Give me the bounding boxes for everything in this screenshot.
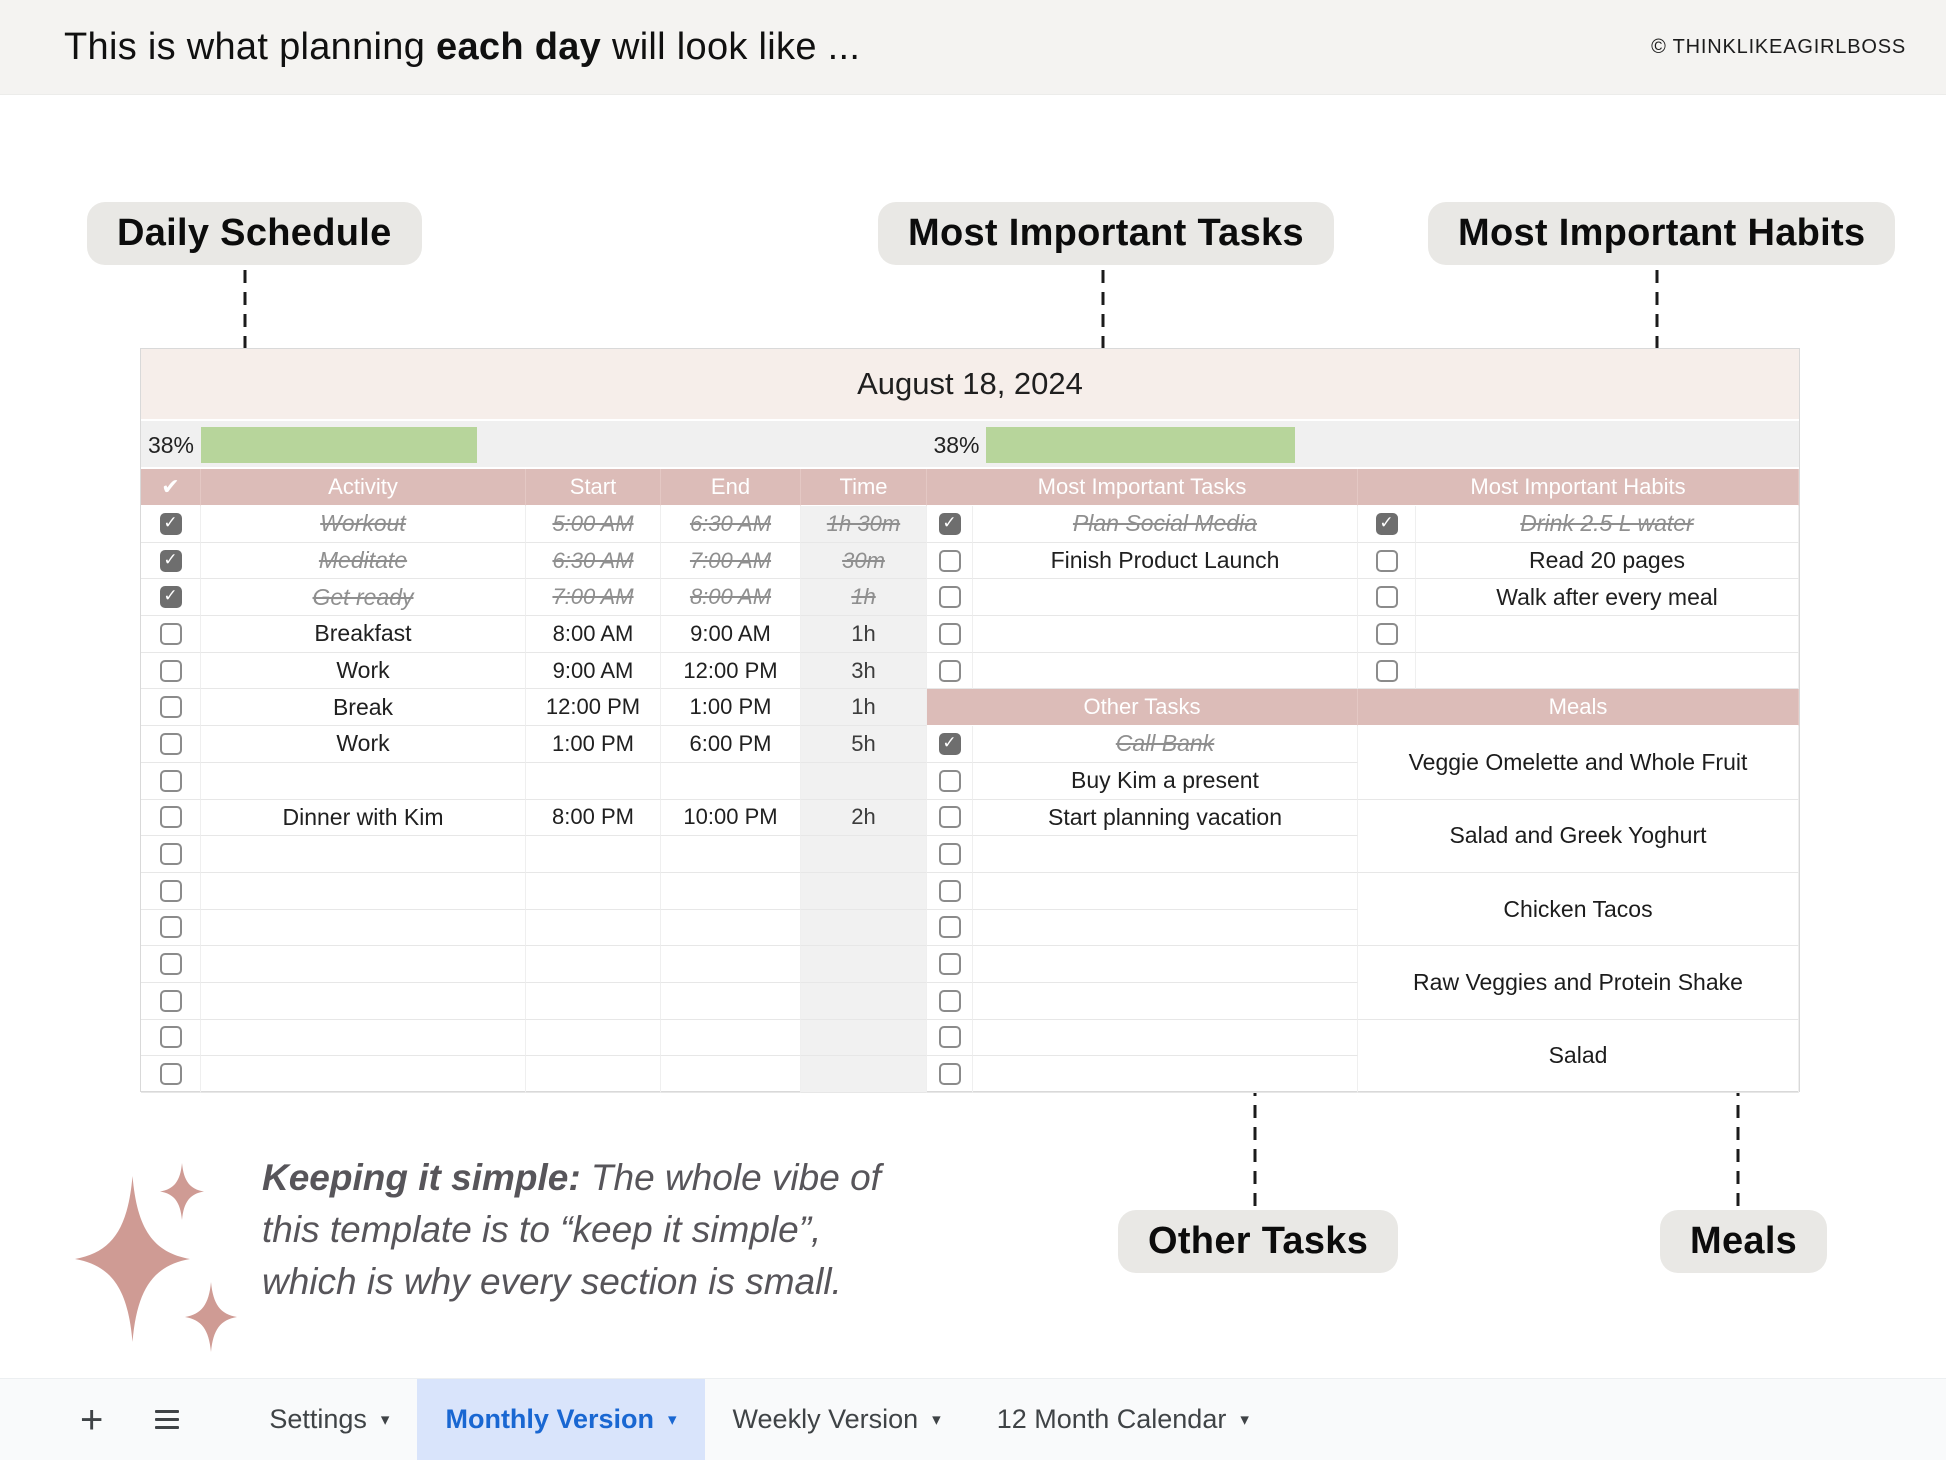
important-habit-cell[interactable]: Walk after every meal <box>1416 579 1799 616</box>
end-cell[interactable] <box>661 910 801 947</box>
other-task-row4-checkbox[interactable] <box>939 843 961 865</box>
activity-cell[interactable] <box>201 1056 526 1093</box>
other-task-row10-cell[interactable] <box>927 1056 973 1093</box>
callout-most-important-tasks: Most Important Tasks <box>878 202 1334 265</box>
keeping-it-simple-note <box>262 1152 881 1308</box>
time-cell[interactable]: 2h <box>801 800 927 837</box>
callout-other-tasks: Other Tasks <box>1118 1210 1398 1273</box>
important-task-row5-checkbox[interactable] <box>939 660 961 682</box>
schedule-row6-checkbox[interactable] <box>160 696 182 718</box>
header-other-tasks: Other Tasks <box>927 689 1358 726</box>
other-task-row7-checkbox[interactable] <box>939 953 961 975</box>
other-task-row1-cell[interactable] <box>927 726 973 763</box>
other-task-row8-checkbox[interactable] <box>939 990 961 1012</box>
end-cell[interactable]: 1:00 PM <box>661 689 801 726</box>
important-task-row1-checkbox-checked[interactable] <box>939 513 961 535</box>
schedule-row10-cell[interactable] <box>141 836 201 873</box>
end-cell[interactable]: 6:00 PM <box>661 726 801 763</box>
add-sheet-button[interactable]: + <box>80 1397 104 1442</box>
activity-cell[interactable]: Work <box>201 653 526 690</box>
other-task-cell[interactable] <box>973 873 1358 910</box>
start-cell[interactable] <box>526 1056 661 1093</box>
important-habit-row4-checkbox[interactable] <box>1376 623 1398 645</box>
schedule-row5-checkbox[interactable] <box>160 660 182 682</box>
date-title: August 18, 2024 <box>857 366 1083 401</box>
activity-cell[interactable] <box>201 910 526 947</box>
activity-cell[interactable]: Break <box>201 689 526 726</box>
activity-cell[interactable]: Dinner with Kim <box>201 800 526 837</box>
sheet-tab-settings[interactable] <box>241 1379 417 1460</box>
header-end: End <box>661 469 801 506</box>
schedule-row9-cell[interactable] <box>141 800 201 837</box>
sheet-tabs <box>241 1379 1277 1460</box>
schedule-row2-checkbox-checked[interactable] <box>160 550 182 572</box>
meal-cell[interactable]: Salad <box>1358 1020 1799 1093</box>
time-cell[interactable]: 3h <box>801 653 927 690</box>
tasks-progress-percent: 38% <box>933 431 980 458</box>
chevron-down-icon[interactable]: ▾ <box>1240 1409 1249 1429</box>
schedule-row1-cell[interactable] <box>141 506 201 543</box>
other-task-row3-cell[interactable] <box>927 800 973 837</box>
header-most-important-tasks: Most Important Tasks <box>927 469 1358 506</box>
other-task-cell[interactable] <box>973 910 1358 947</box>
end-cell[interactable]: 12:00 PM <box>661 653 801 690</box>
time-cell[interactable] <box>801 983 927 1020</box>
meal-cell[interactable]: Chicken Tacos <box>1358 873 1799 946</box>
activity-cell[interactable]: Breakfast <box>201 616 526 653</box>
other-task-cell[interactable] <box>973 983 1358 1020</box>
other-task-row9-checkbox[interactable] <box>939 1026 961 1048</box>
activity-cell[interactable] <box>201 836 526 873</box>
important-habit-row5-cell[interactable] <box>1358 653 1416 690</box>
other-task-row9-cell[interactable] <box>927 1020 973 1057</box>
time-cell[interactable] <box>801 763 927 800</box>
start-cell[interactable]: 8:00 AM <box>526 616 661 653</box>
end-cell[interactable] <box>661 946 801 983</box>
important-task-row1-cell[interactable] <box>927 506 973 543</box>
sheet-tab-12-month-calendar[interactable] <box>969 1379 1277 1460</box>
note-line-3: which is why every section is small. <box>262 1261 842 1302</box>
header-most-important-habits: Most Important Habits <box>1358 469 1799 506</box>
important-task-row4-cell[interactable] <box>927 616 973 653</box>
callout-meals: Meals <box>1660 1210 1827 1273</box>
other-task-row4-cell[interactable] <box>927 836 973 873</box>
sparkle-star-small-top <box>160 1163 204 1220</box>
important-task-row5-cell[interactable] <box>927 653 973 690</box>
schedule-row7-checkbox[interactable] <box>160 733 182 755</box>
sparkle-star-small-bottom <box>185 1282 237 1352</box>
end-cell[interactable] <box>661 836 801 873</box>
start-cell[interactable]: 12:00 PM <box>526 689 661 726</box>
end-cell[interactable]: 8:00 AM <box>661 579 801 616</box>
activity-cell[interactable]: Work <box>201 726 526 763</box>
schedule-row16-checkbox[interactable] <box>160 1063 182 1085</box>
other-task-row6-checkbox[interactable] <box>939 916 961 938</box>
time-cell[interactable] <box>801 910 927 947</box>
important-habit-cell[interactable]: Drink 2.5 L water <box>1416 506 1799 543</box>
start-cell[interactable]: 7:00 AM <box>526 579 661 616</box>
sheet-grid <box>141 469 1799 1093</box>
important-habit-row3-cell[interactable] <box>1358 579 1416 616</box>
important-task-row2-checkbox[interactable] <box>939 550 961 572</box>
time-cell[interactable] <box>801 1056 927 1093</box>
start-cell[interactable]: 8:00 PM <box>526 800 661 837</box>
schedule-row8-cell[interactable] <box>141 763 201 800</box>
other-task-cell[interactable]: Buy Kim a present <box>973 763 1358 800</box>
meal-cell[interactable]: Raw Veggies and Protein Shake <box>1358 946 1799 1019</box>
end-cell[interactable]: 10:00 PM <box>661 800 801 837</box>
schedule-row14-checkbox[interactable] <box>160 990 182 1012</box>
top-banner <box>0 0 1946 95</box>
important-task-cell[interactable] <box>973 616 1358 653</box>
activity-cell[interactable] <box>201 873 526 910</box>
schedule-row3-cell[interactable] <box>141 579 201 616</box>
schedule-row12-cell[interactable] <box>141 910 201 947</box>
important-task-cell[interactable] <box>973 579 1358 616</box>
end-cell[interactable] <box>661 873 801 910</box>
important-task-row2-cell[interactable] <box>927 543 973 580</box>
end-cell[interactable] <box>661 1020 801 1057</box>
end-cell[interactable]: 9:00 AM <box>661 616 801 653</box>
important-task-row3-checkbox[interactable] <box>939 586 961 608</box>
start-cell[interactable] <box>526 836 661 873</box>
important-habit-cell[interactable] <box>1416 653 1799 690</box>
start-cell[interactable] <box>526 1020 661 1057</box>
sheet-tab-bar <box>0 1378 1946 1460</box>
schedule-row1-checkbox-checked[interactable] <box>160 513 182 535</box>
schedule-row5-cell[interactable] <box>141 653 201 690</box>
schedule-row7-cell[interactable] <box>141 726 201 763</box>
other-task-cell[interactable] <box>973 1020 1358 1057</box>
important-habit-row5-checkbox[interactable] <box>1376 660 1398 682</box>
end-cell[interactable]: 6:30 AM <box>661 506 801 543</box>
start-cell[interactable] <box>526 910 661 947</box>
time-cell[interactable]: 1h <box>801 616 927 653</box>
schedule-row13-cell[interactable] <box>141 946 201 983</box>
chevron-down-icon[interactable]: ▾ <box>932 1409 941 1429</box>
page-title: This is what planning each day will look like ... <box>64 25 861 68</box>
header-check-column: ✔ <box>141 469 201 506</box>
start-cell[interactable] <box>526 983 661 1020</box>
chevron-down-icon[interactable]: ▾ <box>668 1409 677 1429</box>
activity-cell[interactable]: Workout <box>201 506 526 543</box>
time-cell[interactable]: 1h 30m <box>801 506 927 543</box>
schedule-row9-checkbox[interactable] <box>160 806 182 828</box>
important-task-row4-checkbox[interactable] <box>939 623 961 645</box>
other-task-row10-checkbox[interactable] <box>939 1063 961 1085</box>
schedule-row4-checkbox[interactable] <box>160 623 182 645</box>
important-habit-row4-cell[interactable] <box>1358 616 1416 653</box>
schedule-row13-checkbox[interactable] <box>160 953 182 975</box>
time-cell[interactable] <box>801 1020 927 1057</box>
time-cell[interactable]: 5h <box>801 726 927 763</box>
time-cell[interactable]: 30m <box>801 543 927 580</box>
copyright-text: © THINKLIKEAGIRLBOSS <box>1651 35 1906 58</box>
other-task-row3-checkbox[interactable] <box>939 806 961 828</box>
schedule-row10-checkbox[interactable] <box>160 843 182 865</box>
chevron-down-icon[interactable]: ▾ <box>380 1409 390 1429</box>
important-task-cell[interactable]: Plan Social Media <box>973 506 1358 543</box>
tab-label: Monthly Version <box>445 1404 654 1434</box>
activity-cell[interactable]: Meditate <box>201 543 526 580</box>
other-task-row8-cell[interactable] <box>927 983 973 1020</box>
activity-cell[interactable]: Get ready <box>201 579 526 616</box>
daily-planner-sheet <box>140 348 1800 1092</box>
meal-cell[interactable]: Salad and Greek Yoghurt <box>1358 800 1799 873</box>
tab-label: Settings <box>269 1404 367 1434</box>
important-task-cell[interactable]: Finish Product Launch <box>973 543 1358 580</box>
callout-daily-schedule: Daily Schedule <box>87 202 422 265</box>
sheet-tab-weekly-version[interactable] <box>705 1379 969 1460</box>
schedule-row15-checkbox[interactable] <box>160 1026 182 1048</box>
other-task-cell[interactable]: Call Bank <box>973 726 1358 763</box>
end-cell[interactable]: 7:00 AM <box>661 543 801 580</box>
schedule-row6-cell[interactable] <box>141 689 201 726</box>
start-cell[interactable] <box>526 763 661 800</box>
activity-cell[interactable] <box>201 763 526 800</box>
activity-cell[interactable] <box>201 983 526 1020</box>
other-task-row1-checkbox-checked[interactable] <box>939 733 961 755</box>
schedule-row16-cell[interactable] <box>141 1056 201 1093</box>
start-cell[interactable]: 5:00 AM <box>526 506 661 543</box>
date-header-cell[interactable] <box>141 349 1799 421</box>
schedule-row8-checkbox[interactable] <box>160 770 182 792</box>
other-task-row2-checkbox[interactable] <box>939 770 961 792</box>
start-cell[interactable]: 1:00 PM <box>526 726 661 763</box>
schedule-row11-cell[interactable] <box>141 873 201 910</box>
important-habit-row2-cell[interactable] <box>1358 543 1416 580</box>
other-task-cell[interactable] <box>973 1056 1358 1093</box>
all-sheets-menu-icon[interactable] <box>155 1410 179 1430</box>
start-cell[interactable] <box>526 946 661 983</box>
schedule-row3-checkbox-checked[interactable] <box>160 586 182 608</box>
other-task-row2-cell[interactable] <box>927 763 973 800</box>
tab-label: 12 Month Calendar <box>996 1404 1227 1434</box>
time-cell[interactable] <box>801 836 927 873</box>
important-habit-row1-checkbox-checked[interactable] <box>1376 513 1398 535</box>
header-meals: Meals <box>1358 689 1799 726</box>
schedule-row15-cell[interactable] <box>141 1020 201 1057</box>
important-habit-row3-checkbox[interactable] <box>1376 586 1398 608</box>
meal-cell[interactable]: Veggie Omelette and Whole Fruit <box>1358 726 1799 799</box>
end-cell[interactable] <box>661 983 801 1020</box>
important-habit-row2-checkbox[interactable] <box>1376 550 1398 572</box>
note-line-1: Keeping it simple: The whole vibe of <box>262 1157 881 1198</box>
schedule-row11-checkbox[interactable] <box>160 880 182 902</box>
schedule-progress-bar <box>201 427 927 463</box>
end-cell[interactable] <box>661 1056 801 1093</box>
time-cell[interactable]: 1h <box>801 689 927 726</box>
note-line-2: this template is to “keep it simple”, <box>262 1209 822 1250</box>
important-habit-row1-cell[interactable] <box>1358 506 1416 543</box>
start-cell[interactable] <box>526 873 661 910</box>
important-habit-cell[interactable]: Read 20 pages <box>1416 543 1799 580</box>
header-activity: Activity <box>201 469 526 506</box>
start-cell[interactable]: 6:30 AM <box>526 543 661 580</box>
sparkle-star-large <box>75 1176 190 1342</box>
other-task-cell[interactable]: Start planning vacation <box>973 800 1358 837</box>
tasks-progress-bar <box>986 427 1799 463</box>
time-cell[interactable] <box>801 873 927 910</box>
activity-cell[interactable] <box>201 1020 526 1057</box>
end-cell[interactable] <box>661 763 801 800</box>
header-time: Time <box>801 469 927 506</box>
other-task-row7-cell[interactable] <box>927 946 973 983</box>
important-habit-cell[interactable] <box>1416 616 1799 653</box>
schedule-row2-cell[interactable] <box>141 543 201 580</box>
sparkle-decoration <box>65 1158 240 1368</box>
other-task-row5-checkbox[interactable] <box>939 880 961 902</box>
other-task-row6-cell[interactable] <box>927 910 973 947</box>
schedule-row12-checkbox[interactable] <box>160 916 182 938</box>
important-task-row3-cell[interactable] <box>927 579 973 616</box>
other-task-cell[interactable] <box>973 946 1358 983</box>
header-start: Start <box>526 469 661 506</box>
callout-most-important-habits: Most Important Habits <box>1428 202 1895 265</box>
start-cell[interactable]: 9:00 AM <box>526 653 661 690</box>
schedule-row14-cell[interactable] <box>141 983 201 1020</box>
important-task-cell[interactable] <box>973 653 1358 690</box>
tab-label: Weekly Version <box>732 1404 919 1434</box>
progress-row <box>141 421 1799 469</box>
schedule-row4-cell[interactable] <box>141 616 201 653</box>
time-cell[interactable] <box>801 946 927 983</box>
other-task-cell[interactable] <box>973 836 1358 873</box>
schedule-progress-percent: 38% <box>147 431 195 458</box>
time-cell[interactable]: 1h <box>801 579 927 616</box>
activity-cell[interactable] <box>201 946 526 983</box>
other-task-row5-cell[interactable] <box>927 873 973 910</box>
sheet-tab-monthly-version[interactable] <box>417 1379 704 1460</box>
